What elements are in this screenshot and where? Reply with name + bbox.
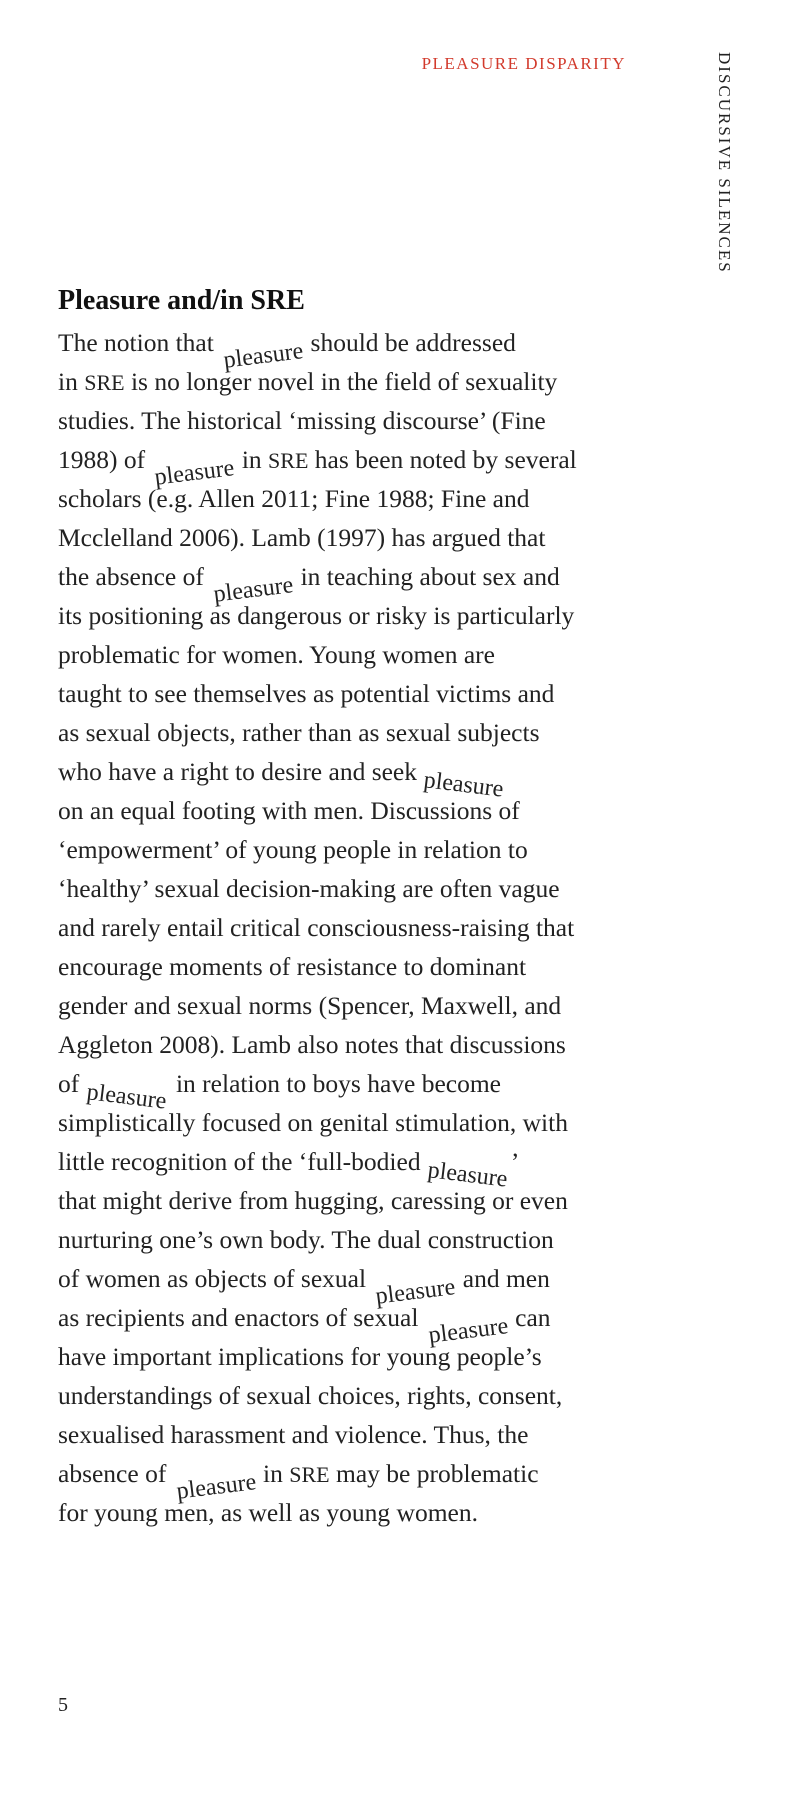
text-line: of women as objects of sexual pleasure and men — [58, 1259, 648, 1298]
text-line: its positioning as dangerous or risky is particularly — [58, 601, 575, 630]
text-line: little recognition of the ‘full-bodied pleasure’ — [58, 1142, 648, 1181]
page-number: 5 — [58, 1694, 68, 1716]
sre-abbr: SRE — [289, 1462, 330, 1487]
text-line: The notion that pleasure should be addressed — [58, 323, 648, 362]
pleasure-word: pleasure — [153, 455, 237, 491]
body-paragraph — [58, 323, 648, 1532]
pleasure-word: pleasure — [84, 1079, 168, 1115]
text-line: ‘healthy’ sexual decision-making are often vague — [58, 874, 560, 903]
text-line: studies. The historical ‘missing discourse’ (Fine — [58, 406, 546, 435]
text-line: absence of pleasure in SRE may be problematic — [58, 1454, 648, 1493]
text-line: who have a right to desire and seek pleasure — [58, 752, 648, 791]
text-line: sexualised harassment and violence. Thus, the — [58, 1420, 529, 1449]
text-line: on an equal footing with men. Discussions of — [58, 796, 520, 825]
text-line: for young men, as well as young women. — [58, 1498, 478, 1527]
text-line: as recipients and enactors of sexual pleasure can — [58, 1298, 648, 1337]
text-line: problematic for women. Young women are — [58, 640, 495, 669]
text-line: simplistically focused on genital stimulation, with — [58, 1108, 568, 1137]
sre-abbr: SRE — [84, 370, 125, 395]
pleasure-word: pleasure — [426, 1157, 509, 1193]
text-line: ‘empowerment’ of young people in relation to — [58, 835, 528, 864]
text-line: scholars (e.g. Allen 2011; Fine 1988; Fine and — [58, 484, 530, 513]
text-line: understandings of sexual choices, rights, consent, — [58, 1381, 563, 1410]
text-line: have important implications for young people’s — [58, 1342, 542, 1371]
pleasure-word: pleasure — [222, 338, 305, 374]
text-line: in SRE is no longer novel in the field of sexuality — [58, 367, 558, 396]
text-line: 1988) of pleasure in SRE has been noted by several — [58, 440, 648, 479]
side-title: DISCURSIVE SILENCES — [715, 52, 734, 274]
sre-abbr: SRE — [268, 448, 309, 473]
text-line: Mcclelland 2006). Lamb (1997) has argued that — [58, 523, 546, 552]
text-line: encourage moments of resistance to dominant — [58, 952, 527, 981]
text-line: the absence of pleasure in teaching about sex and — [58, 557, 648, 596]
pleasure-word: pleasure — [374, 1274, 458, 1310]
running-head: PLEASURE DISPARITY — [421, 54, 626, 73]
text-line: of pleasure in relation to boys have become — [58, 1064, 648, 1103]
text-line: that might derive from hugging, caressing or even — [58, 1186, 568, 1215]
pleasure-word: pleasure — [174, 1469, 258, 1505]
text-line: nurturing one’s own body. The dual construction — [58, 1225, 554, 1254]
text-line: as sexual objects, rather than as sexual subjects — [58, 718, 540, 747]
pleasure-word: pleasure — [426, 1313, 510, 1349]
text-line: and rarely entail critical consciousness-raising that — [58, 913, 575, 942]
pleasure-word: pleasure — [422, 767, 506, 803]
text-line: taught to see themselves as potential victims and — [58, 679, 555, 708]
section-heading: Pleasure and/in SRE — [58, 285, 305, 316]
pleasure-word: pleasure — [212, 572, 295, 608]
text-line: Aggleton 2008). Lamb also notes that discussions — [58, 1030, 566, 1059]
text-line: gender and sexual norms (Spencer, Maxwell, and — [58, 991, 562, 1020]
